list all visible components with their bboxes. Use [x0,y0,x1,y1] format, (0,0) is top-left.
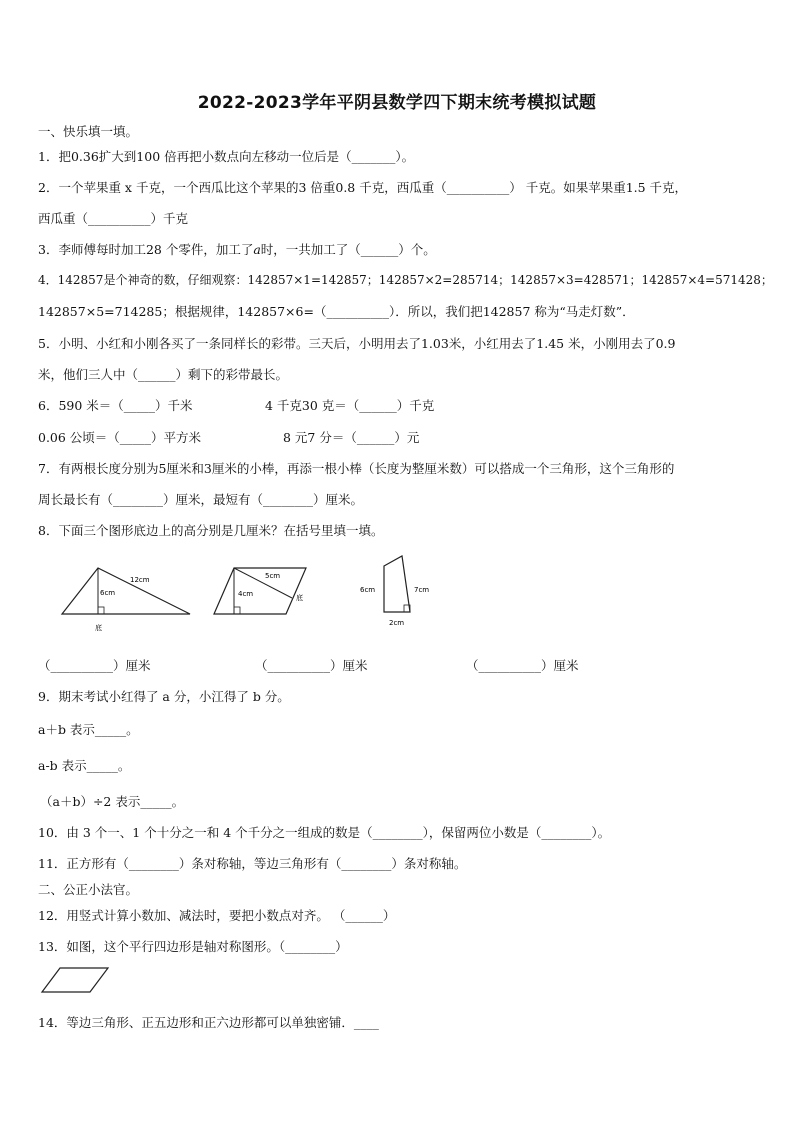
question-8-figures [38,548,758,640]
parallelogram-base-label: 底 [296,594,303,602]
question-13-parallelogram-figure [38,964,118,994]
question-2-line-1: 2．一个苹果重 x 千克，一个西瓜比这个苹果的3 倍重0.8 千克，西瓜重（__________） 千克。如果苹果重1.5 千克， [38,180,688,195]
question-6-item-3: 0.06 公顷＝（_____）平方米 [38,430,202,445]
question-7-line-2: 周长最长有（________）厘米，最短有（________）厘米。 [38,492,364,507]
figure-parallelogram [214,568,306,614]
trapezoid-left-label: 6cm [360,586,376,594]
question-8: 8．下面三个图形底边上的高分别是几厘米？在括号里填一填。 [38,523,384,538]
question-5-line-1: 5．小明、小红和小刚各买了一条同样长的彩带。三天后，小明用去了1.03米，小红用去了1.45 米，小刚用去了0.9 [38,336,676,351]
section-heading-2: 二、公正小法官。 [38,882,139,897]
question-4-line-1: 4．142857是个神奇的数，仔细观察：142857×1=142857；142857×2=285714；142857×3=428571；142857×4=571428； [38,273,773,287]
question-6-item-4: 8 元7 分＝（______）元 [283,430,420,445]
question-8-answer-2: （__________）厘米 [255,658,368,673]
parallelogram-height-label: 4cm [238,590,254,598]
question-14: 14．等边三角形、正五边形和正六边形都可以单独密铺．____ [38,1015,379,1030]
triangle-side-label: 12cm [130,576,150,584]
question-5-line-2: 米，他们三人中（______）剩下的彩带最长。 [38,367,289,382]
question-9-part-b: a-b 表示_____。 [38,758,131,773]
question-7-line-1: 7．有两根长度分别为5厘米和3厘米的小棒，再添一根小棒（长度为整厘米数）可以搭成一个三角形，这个三角形的 [38,461,675,476]
question-9-part-a: a＋b 表示_____。 [38,722,139,737]
section-heading-1: 一、快乐填一填。 [38,124,139,139]
question-9: 9．期末考试小红得了 a 分，小江得了 b 分。 [38,689,290,704]
parallelogram-side-label: 5cm [265,572,281,580]
question-3: 3．李师傅每时加工28 个零件，加工了𝑎时，一共加工了（______）个。 [38,242,436,257]
question-10: 10．由 3 个一、1 个十分之一和 4 个千分之一组成的数是（________），保留两位小数是（________）。 [38,825,611,840]
question-6-item-1: 6．590 米＝（_____）千米 [38,398,193,413]
triangle-height-label: 6cm [100,589,116,597]
question-11: 11．正方形有（________）条对称轴，等边三角形有（________）条对称轴。 [38,856,467,871]
trapezoid-right-label: 7cm [414,586,430,594]
question-9-part-c: （a＋b）÷2 表示_____。 [40,794,185,809]
figure-triangle [62,568,190,632]
question-8-answer-3: （__________）厘米 [466,658,579,673]
question-8-answer-1: （__________）厘米 [38,658,151,673]
question-2-line-2: 西瓜重（__________）千克 [38,211,189,226]
question-6-item-2: 4 千克30 克＝（______）千克 [265,398,435,413]
question-13: 13．如图，这个平行四边形是轴对称图形。（________） [38,939,348,954]
figure-trapezoid [360,556,429,627]
triangle-base-label: 底 [95,624,102,632]
question-12: 12．用竖式计算小数加、减法时，要把小数点对齐。 （______） [38,908,396,923]
trapezoid-base-label: 2cm [389,619,405,627]
question-4-line-2: 142857×5=714285；根据规律，142857×6=（__________）．所以，我们把142857 称为“马走灯数”． [38,304,635,319]
question-1: 1．把0.36扩大到100 倍再把小数点向左移动一位后是（_______）。 [38,149,415,164]
page-title: 2022-2023学年平阴县数学四下期末统考模拟试题 [197,93,597,113]
